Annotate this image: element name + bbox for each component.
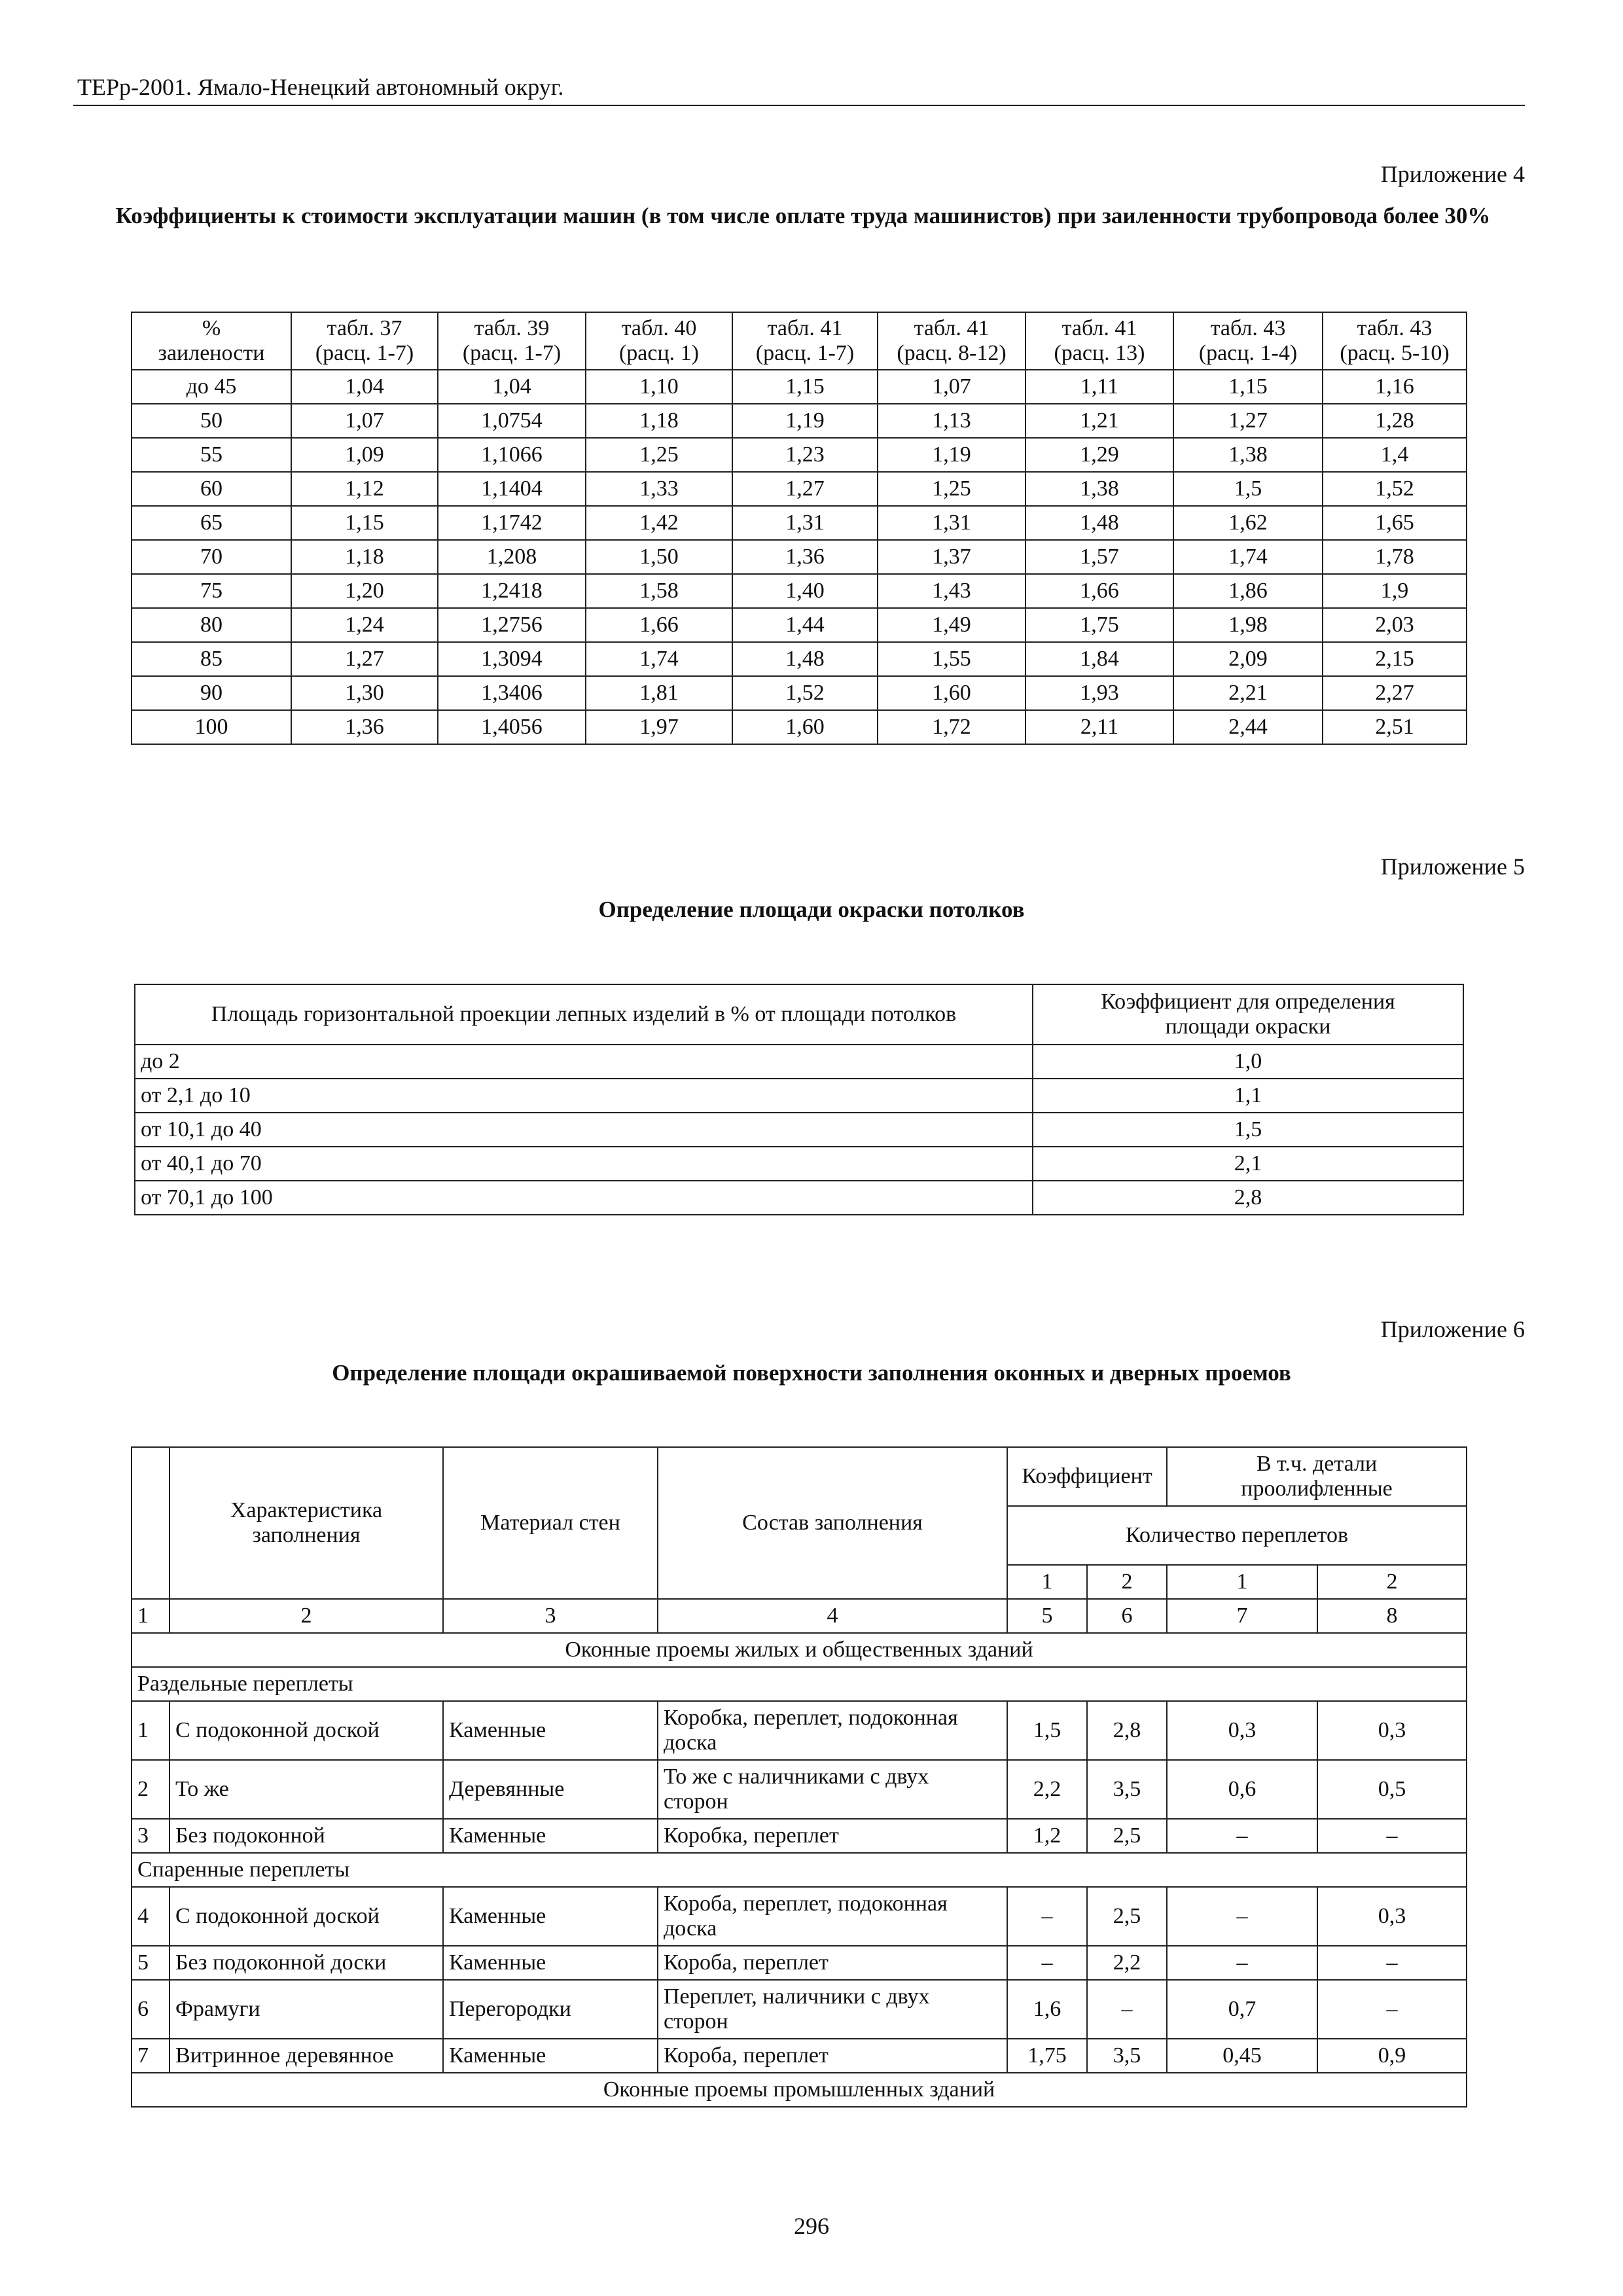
col-number: 6 bbox=[1087, 1599, 1167, 1633]
coefficient-cell: 1,15 bbox=[1173, 370, 1323, 404]
col-number: 1 bbox=[132, 1599, 169, 1633]
row-number-cell: 4 bbox=[132, 1887, 169, 1946]
coefficient-header: Коэффициент bbox=[1007, 1447, 1167, 1506]
coefficient-1-cell: 1,5 bbox=[1007, 1701, 1087, 1760]
table-row bbox=[132, 404, 1467, 438]
header-rule bbox=[73, 105, 1525, 106]
wall-material-cell: Перегородки bbox=[443, 1980, 658, 2039]
coefficient-cell: 2,51 bbox=[1323, 710, 1467, 744]
column-header bbox=[1323, 312, 1467, 370]
coefficient-cell: 1,72 bbox=[878, 710, 1026, 744]
characteristic-cell: С подоконной доской bbox=[169, 1701, 443, 1760]
coefficient-cell: 1,2756 bbox=[438, 608, 586, 642]
coefficient-cell: 1,04 bbox=[291, 370, 438, 404]
column-header-line2: (расц. 1-7) bbox=[315, 341, 414, 365]
coefficient-cell: 1,24 bbox=[291, 608, 438, 642]
coefficient-cell: 1,4056 bbox=[438, 710, 586, 744]
incl-details-header bbox=[1167, 1447, 1467, 1506]
details-1-cell: 0,3 bbox=[1167, 1701, 1317, 1760]
appendix-6-title: Определение площади окрашиваемой поверхности заполнения оконных и дверных проемов bbox=[332, 1360, 1291, 1386]
composition-line1: Переплет, наличники с двух bbox=[664, 1984, 930, 2009]
column-header-line1: табл. 43 bbox=[1357, 316, 1433, 340]
column-header-line2: (расц. 1-7) bbox=[755, 341, 855, 365]
coefficient-2-cell: 3,5 bbox=[1087, 2039, 1167, 2073]
incl-details-header-line2: проолифленные bbox=[1241, 1477, 1393, 1501]
coefficient-cell: 1,65 bbox=[1323, 506, 1467, 540]
column-header bbox=[732, 312, 878, 370]
details-2-cell: – bbox=[1317, 1819, 1467, 1853]
characteristic-header-line1: Характеристика bbox=[230, 1498, 383, 1522]
column-header-line2: (расц. 1-7) bbox=[462, 341, 562, 365]
coefficient-2-cell: 2,5 bbox=[1087, 1819, 1167, 1853]
incl-details-header-line1: В т.ч. детали bbox=[1256, 1452, 1378, 1476]
coefficient-2-cell: – bbox=[1087, 1980, 1167, 2039]
composition-cell bbox=[658, 1760, 1007, 1819]
characteristic-header bbox=[169, 1447, 443, 1599]
coefficient-1-cell: 1,75 bbox=[1007, 2039, 1087, 2073]
coefficient-cell: 1,23 bbox=[732, 438, 878, 472]
wall-material-cell: Каменные bbox=[443, 1701, 658, 1760]
row-number-cell: 2 bbox=[132, 1760, 169, 1819]
coefficient-cell: 1,55 bbox=[878, 642, 1026, 676]
column-header-line1: табл. 37 bbox=[327, 316, 402, 340]
characteristic-cell: С подоконной доской bbox=[169, 1887, 443, 1946]
column-header-line2: (расц. 13) bbox=[1054, 341, 1145, 365]
column-header-line1: табл. 41 bbox=[914, 316, 990, 340]
coefficient-cell: 1,04 bbox=[438, 370, 586, 404]
ceiling-area-header: Площадь горизонтальной проекции лепных изделий в % от площади потолков bbox=[135, 984, 1033, 1045]
coefficient-cell: 1,3094 bbox=[438, 642, 586, 676]
coefficient-cell: 1,15 bbox=[291, 506, 438, 540]
coefficient-cell: 1,11 bbox=[1026, 370, 1173, 404]
ceiling-coefficient-header bbox=[1033, 984, 1463, 1045]
characteristic-cell: Без подоконной доски bbox=[169, 1946, 443, 1980]
row-number-cell: 1 bbox=[132, 1701, 169, 1760]
coefficient-cell: 2,21 bbox=[1173, 676, 1323, 710]
sash-count-2: 2 bbox=[1087, 1565, 1167, 1599]
coefficient-cell: 1,42 bbox=[586, 506, 732, 540]
characteristic-cell: То же bbox=[169, 1760, 443, 1819]
composition-line1: Коробка, переплет, подоконная bbox=[664, 1706, 958, 1730]
table-row bbox=[132, 540, 1467, 574]
silt-percent-cell: 55 bbox=[132, 438, 291, 472]
column-header bbox=[438, 312, 586, 370]
coefficient-cell: 1,15 bbox=[732, 370, 878, 404]
table-header-row bbox=[132, 312, 1467, 370]
composition-line1: Короба, переплет, подоконная bbox=[664, 1892, 948, 1916]
coefficient-cell: 2,11 bbox=[1026, 710, 1173, 744]
col-number: 4 bbox=[658, 1599, 1007, 1633]
coefficient-cell: 1,09 bbox=[291, 438, 438, 472]
coefficient-cell: 1,52 bbox=[732, 676, 878, 710]
coefficient-cell: 1,66 bbox=[1026, 574, 1173, 608]
coefficient-cell: 1,27 bbox=[732, 472, 878, 506]
coefficient-cell: 2,27 bbox=[1323, 676, 1467, 710]
coefficient-2-cell: 2,8 bbox=[1087, 1701, 1167, 1760]
coefficient-cell: 1,31 bbox=[732, 506, 878, 540]
coefficient-cell: 1,98 bbox=[1173, 608, 1323, 642]
composition-line1: Коробка, переплет bbox=[664, 1823, 839, 1848]
table-row bbox=[135, 1079, 1463, 1113]
table-row bbox=[132, 472, 1467, 506]
silt-percent-cell: 75 bbox=[132, 574, 291, 608]
silt-percent-cell: 70 bbox=[132, 540, 291, 574]
coefficient-1-cell: – bbox=[1007, 1887, 1087, 1946]
table-row bbox=[132, 1980, 1467, 2039]
composition-line1: Короба, переплет bbox=[664, 2043, 829, 2068]
col-number: 3 bbox=[443, 1599, 658, 1633]
composition-cell bbox=[658, 1980, 1007, 2039]
sash-count-header: Количество переплетов bbox=[1007, 1506, 1467, 1565]
column-header-line2: (расц. 8-12) bbox=[897, 341, 1007, 365]
wall-material-header: Материал стен bbox=[443, 1447, 658, 1599]
page-number: 296 bbox=[794, 2213, 829, 2239]
ceiling-coefficient-cell: 2,8 bbox=[1033, 1181, 1463, 1215]
ceiling-area-range-cell: от 70,1 до 100 bbox=[135, 1181, 1033, 1215]
silt-percent-cell: 90 bbox=[132, 676, 291, 710]
coefficient-cell: 1,74 bbox=[586, 642, 732, 676]
coefficient-1-cell: 1,2 bbox=[1007, 1819, 1087, 1853]
row-number-cell: 5 bbox=[132, 1946, 169, 1980]
composition-line2: сторон bbox=[664, 1789, 728, 1814]
coefficient-cell: 2,15 bbox=[1323, 642, 1467, 676]
coefficient-cell: 1,19 bbox=[878, 438, 1026, 472]
ceiling-area-range-cell: от 10,1 до 40 bbox=[135, 1113, 1033, 1147]
coefficient-cell: 1,13 bbox=[878, 404, 1026, 438]
coefficient-cell: 2,44 bbox=[1173, 710, 1323, 744]
coefficient-cell: 1,5 bbox=[1173, 472, 1323, 506]
table-row bbox=[132, 1819, 1467, 1853]
coefficient-cell: 1,1404 bbox=[438, 472, 586, 506]
column-header-line2: (расц. 5-10) bbox=[1340, 341, 1450, 365]
coefficient-cell: 1,21 bbox=[1026, 404, 1173, 438]
coefficient-2-cell: 3,5 bbox=[1087, 1760, 1167, 1819]
ceiling-coefficient-header-line1: Коэффициент для определения bbox=[1101, 990, 1395, 1014]
column-header-line2: заилености bbox=[158, 341, 265, 365]
coefficient-cell: 1,81 bbox=[586, 676, 732, 710]
table-row bbox=[132, 1887, 1467, 1946]
group-paired-sashes: Спаренные переплеты bbox=[132, 1853, 1467, 1887]
table-row bbox=[132, 1701, 1467, 1760]
details-2-cell: 0,5 bbox=[1317, 1760, 1467, 1819]
column-header-line1: табл. 41 bbox=[767, 316, 843, 340]
blank-num-header bbox=[132, 1447, 169, 1599]
sash-count-2b: 2 bbox=[1317, 1565, 1467, 1599]
characteristic-cell: Без подоконной bbox=[169, 1819, 443, 1853]
silt-percent-cell: 85 bbox=[132, 642, 291, 676]
details-1-cell: 0,6 bbox=[1167, 1760, 1317, 1819]
coefficient-cell: 1,44 bbox=[732, 608, 878, 642]
wall-material-cell: Деревянные bbox=[443, 1760, 658, 1819]
coefficient-cell: 1,18 bbox=[586, 404, 732, 438]
coefficient-cell: 1,97 bbox=[586, 710, 732, 744]
details-1-cell: – bbox=[1167, 1887, 1317, 1946]
coefficient-cell: 1,57 bbox=[1026, 540, 1173, 574]
coefficient-cell: 1,48 bbox=[732, 642, 878, 676]
column-header bbox=[1173, 312, 1323, 370]
coefficient-cell: 1,38 bbox=[1026, 472, 1173, 506]
col-number: 2 bbox=[169, 1599, 443, 1633]
section-residential: Оконные проемы жилых и общественных зданий bbox=[132, 1633, 1467, 1667]
coefficient-cell: 1,1066 bbox=[438, 438, 586, 472]
sash-count-1b: 1 bbox=[1167, 1565, 1317, 1599]
column-header-line1: табл. 39 bbox=[474, 316, 550, 340]
coefficient-cell: 1,60 bbox=[878, 676, 1026, 710]
wall-material-cell: Каменные bbox=[443, 1819, 658, 1853]
coefficient-cell: 1,86 bbox=[1173, 574, 1323, 608]
table-row bbox=[132, 506, 1467, 540]
coefficient-cell: 1,208 bbox=[438, 540, 586, 574]
ceiling-coefficient-header-line2: площади окраски bbox=[1165, 1014, 1331, 1039]
composition-line1: То же с наличниками с двух bbox=[664, 1765, 929, 1789]
coefficient-cell: 1,27 bbox=[291, 642, 438, 676]
coefficient-2-cell: 2,5 bbox=[1087, 1887, 1167, 1946]
coefficient-cell: 1,49 bbox=[878, 608, 1026, 642]
column-header bbox=[1026, 312, 1173, 370]
silt-percent-cell: 65 bbox=[132, 506, 291, 540]
details-2-cell: – bbox=[1317, 1980, 1467, 2039]
coefficient-cell: 1,38 bbox=[1173, 438, 1323, 472]
coefficient-cell: 1,52 bbox=[1323, 472, 1467, 506]
coefficient-cell: 1,62 bbox=[1173, 506, 1323, 540]
coefficient-cell: 1,2418 bbox=[438, 574, 586, 608]
section-industrial: Оконные проемы промышленных зданий bbox=[132, 2073, 1467, 2107]
coefficient-cell: 1,0754 bbox=[438, 404, 586, 438]
coefficient-1-cell: – bbox=[1007, 1946, 1087, 1980]
table-row bbox=[132, 438, 1467, 472]
coefficient-cell: 1,07 bbox=[878, 370, 1026, 404]
characteristic-cell: Витринное деревянное bbox=[169, 2039, 443, 2073]
coefficient-cell: 1,1742 bbox=[438, 506, 586, 540]
coefficient-cell: 1,33 bbox=[586, 472, 732, 506]
appendix-4-label: Приложение 4 bbox=[1380, 161, 1525, 187]
composition-line2: доска bbox=[664, 1916, 717, 1941]
coefficient-cell: 1,27 bbox=[1173, 404, 1323, 438]
coefficient-cell: 1,75 bbox=[1026, 608, 1173, 642]
wall-material-cell: Каменные bbox=[443, 2039, 658, 2073]
coefficient-cell: 1,74 bbox=[1173, 540, 1323, 574]
coefficient-cell: 1,9 bbox=[1323, 574, 1467, 608]
coefficient-cell: 1,3406 bbox=[438, 676, 586, 710]
details-1-cell: 0,45 bbox=[1167, 2039, 1317, 2073]
coefficient-cell: 1,50 bbox=[586, 540, 732, 574]
coefficient-cell: 1,4 bbox=[1323, 438, 1467, 472]
wall-material-cell: Каменные bbox=[443, 1887, 658, 1946]
details-2-cell: – bbox=[1317, 1946, 1467, 1980]
col-number: 7 bbox=[1167, 1599, 1317, 1633]
characteristic-header-line2: заполнения bbox=[252, 1523, 361, 1547]
silt-percent-cell: 50 bbox=[132, 404, 291, 438]
coefficient-cell: 1,40 bbox=[732, 574, 878, 608]
ceiling-area-range-cell: от 2,1 до 10 bbox=[135, 1079, 1033, 1113]
sash-count-1: 1 bbox=[1007, 1565, 1087, 1599]
composition-line2: сторон bbox=[664, 2009, 728, 2034]
coefficient-cell: 1,60 bbox=[732, 710, 878, 744]
ceiling-coefficient-cell: 1,1 bbox=[1033, 1079, 1463, 1113]
details-2-cell: 0,3 bbox=[1317, 1701, 1467, 1760]
ceiling-paint-area-table bbox=[134, 984, 1464, 1215]
col-number: 5 bbox=[1007, 1599, 1087, 1633]
window-door-paint-table bbox=[131, 1446, 1467, 2108]
table-row bbox=[132, 1760, 1467, 1819]
ceiling-coefficient-cell: 1,5 bbox=[1033, 1113, 1463, 1147]
column-header-line2: (расц. 1-4) bbox=[1198, 341, 1298, 365]
column-header bbox=[132, 312, 291, 370]
coefficient-cell: 1,36 bbox=[291, 710, 438, 744]
ceiling-coefficient-cell: 1,0 bbox=[1033, 1045, 1463, 1079]
composition-cell bbox=[658, 1819, 1007, 1853]
table-row bbox=[135, 1045, 1463, 1079]
column-header-line1: % bbox=[202, 316, 221, 340]
composition-line1: Короба, переплет bbox=[664, 1950, 829, 1975]
table-row bbox=[132, 608, 1467, 642]
composition-cell bbox=[658, 1946, 1007, 1980]
table-row bbox=[135, 1181, 1463, 1215]
composition-cell bbox=[658, 1701, 1007, 1760]
details-1-cell: 0,7 bbox=[1167, 1980, 1317, 2039]
column-header bbox=[878, 312, 1026, 370]
composition-header: Состав заполнения bbox=[658, 1447, 1007, 1599]
coefficient-1-cell: 2,2 bbox=[1007, 1760, 1087, 1819]
col-number: 8 bbox=[1317, 1599, 1467, 1633]
details-1-cell: – bbox=[1167, 1946, 1317, 1980]
column-header-line1: табл. 41 bbox=[1061, 316, 1137, 340]
appendix-4-title: Коэффициенты к стоимости эксплуатации машин (в том числе оплате труда машинистов) при заиленности трубопровода более 30% bbox=[115, 203, 1491, 228]
composition-cell bbox=[658, 2039, 1007, 2073]
coefficient-cell: 1,28 bbox=[1323, 404, 1467, 438]
coefficient-cell: 1,19 bbox=[732, 404, 878, 438]
coefficient-cell: 2,09 bbox=[1173, 642, 1323, 676]
silt-percent-cell: до 45 bbox=[132, 370, 291, 404]
coefficient-cell: 1,07 bbox=[291, 404, 438, 438]
characteristic-cell: Фрамуги bbox=[169, 1980, 443, 2039]
coefficient-cell: 1,84 bbox=[1026, 642, 1173, 676]
appendix-5-label: Приложение 5 bbox=[1380, 853, 1525, 880]
coefficient-1-cell: 1,6 bbox=[1007, 1980, 1087, 2039]
ceiling-area-range-cell: от 40,1 до 70 bbox=[135, 1147, 1033, 1181]
silt-percent-cell: 100 bbox=[132, 710, 291, 744]
silt-percent-cell: 60 bbox=[132, 472, 291, 506]
table-row bbox=[132, 370, 1467, 404]
row-number-cell: 7 bbox=[132, 2039, 169, 2073]
table-row bbox=[135, 1147, 1463, 1181]
column-header-line1: табл. 43 bbox=[1210, 316, 1286, 340]
table-row bbox=[132, 574, 1467, 608]
coefficient-cell: 1,43 bbox=[878, 574, 1026, 608]
coefficient-cell: 1,78 bbox=[1323, 540, 1467, 574]
coefficient-cell: 1,36 bbox=[732, 540, 878, 574]
silt-percent-cell: 80 bbox=[132, 608, 291, 642]
details-2-cell: 0,3 bbox=[1317, 1887, 1467, 1946]
coefficient-cell: 1,37 bbox=[878, 540, 1026, 574]
coefficient-cell: 1,12 bbox=[291, 472, 438, 506]
column-header bbox=[586, 312, 732, 370]
coefficient-cell: 1,30 bbox=[291, 676, 438, 710]
coefficient-cell: 1,58 bbox=[586, 574, 732, 608]
coefficient-cell: 1,16 bbox=[1323, 370, 1467, 404]
wall-material-cell: Каменные bbox=[443, 1946, 658, 1980]
coefficient-cell: 1,48 bbox=[1026, 506, 1173, 540]
running-head: ТЕРр-2001. Ямало-Ненецкий автономный округ. bbox=[77, 74, 564, 100]
coefficient-cell: 1,29 bbox=[1026, 438, 1173, 472]
table-row bbox=[132, 2039, 1467, 2073]
row-number-cell: 6 bbox=[132, 1980, 169, 2039]
composition-line2: доска bbox=[664, 1731, 717, 1755]
composition-cell bbox=[658, 1887, 1007, 1946]
appendix-6-label: Приложение 6 bbox=[1380, 1316, 1525, 1342]
coefficient-cell: 1,10 bbox=[586, 370, 732, 404]
table-row bbox=[132, 710, 1467, 744]
table-row bbox=[132, 1946, 1467, 1980]
coefficient-cell: 1,93 bbox=[1026, 676, 1173, 710]
coefficient-cell: 1,25 bbox=[586, 438, 732, 472]
coefficient-cell: 1,20 bbox=[291, 574, 438, 608]
coefficient-cell: 1,18 bbox=[291, 540, 438, 574]
coefficient-cell: 1,25 bbox=[878, 472, 1026, 506]
ceiling-coefficient-cell: 2,1 bbox=[1033, 1147, 1463, 1181]
column-header-line2: (расц. 1) bbox=[618, 341, 700, 365]
coefficient-2-cell: 2,2 bbox=[1087, 1946, 1167, 1980]
details-2-cell: 0,9 bbox=[1317, 2039, 1467, 2073]
table-row bbox=[132, 642, 1467, 676]
machine-coefficients-table bbox=[131, 312, 1467, 745]
details-1-cell: – bbox=[1167, 1819, 1317, 1853]
group-separate-sashes: Раздельные переплеты bbox=[132, 1667, 1467, 1701]
row-number-cell: 3 bbox=[132, 1819, 169, 1853]
table-row bbox=[135, 1113, 1463, 1147]
coefficient-cell: 1,31 bbox=[878, 506, 1026, 540]
appendix-5-title: Определение площади окраски потолков bbox=[598, 897, 1025, 922]
ceiling-area-range-cell: до 2 bbox=[135, 1045, 1033, 1079]
table-row bbox=[132, 676, 1467, 710]
coefficient-cell: 2,03 bbox=[1323, 608, 1467, 642]
coefficient-cell: 1,66 bbox=[586, 608, 732, 642]
column-header bbox=[291, 312, 438, 370]
column-header-line1: табл. 40 bbox=[621, 316, 697, 340]
